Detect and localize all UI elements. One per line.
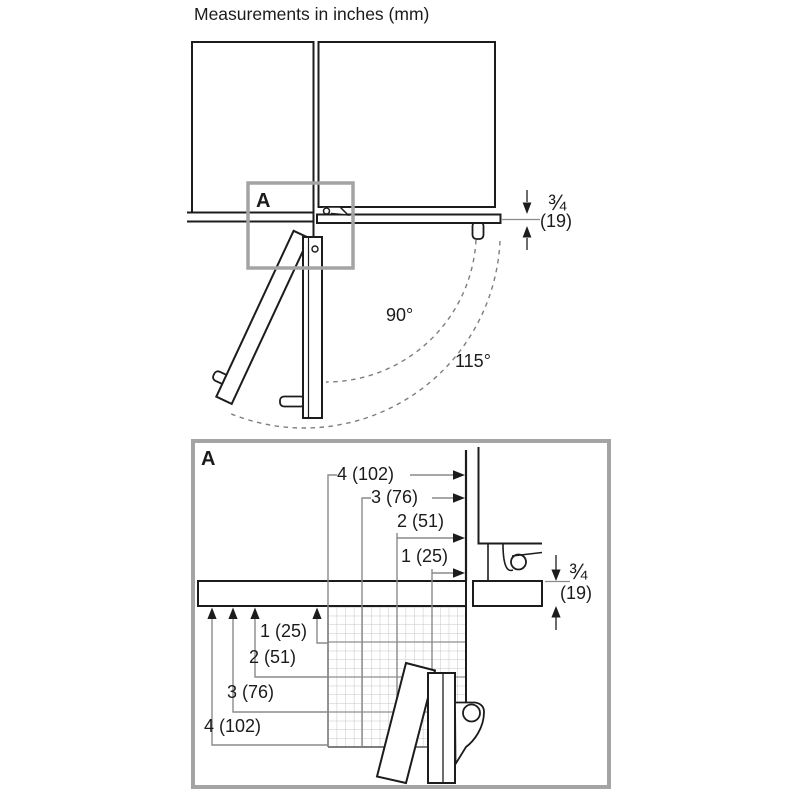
- arrow-up-icon: [523, 226, 532, 238]
- front-offset-2: 2 (51): [397, 511, 445, 531]
- detail-marker-bottom: A: [201, 448, 216, 470]
- closed-door: [317, 215, 501, 224]
- top-hinge: [322, 207, 348, 215]
- front-offset-1: 1 (25): [401, 546, 449, 566]
- front-offset-3: 3 (76): [371, 487, 419, 507]
- top-clearance-dimension: [502, 190, 540, 250]
- detail-hinge-upper: [488, 544, 542, 580]
- door-90-handle: [280, 397, 305, 407]
- door-90-slab: [303, 237, 322, 418]
- detail-thickness-inches: ¾: [569, 559, 588, 584]
- arrow-down-icon: [551, 570, 560, 582]
- arrow-up-icon: [551, 606, 560, 618]
- counter-right: [473, 581, 542, 606]
- detail-marker-top: A: [256, 190, 271, 212]
- adjacent-cabinet-outline: [192, 42, 314, 236]
- detail-door-90: [428, 673, 455, 783]
- front-offset-4: 4 (102): [337, 464, 395, 484]
- counter-left: [198, 581, 466, 606]
- arrow-right-icon: [453, 470, 465, 480]
- below-offset-1: 1 (25): [260, 621, 308, 641]
- closed-door-handle: [473, 222, 484, 239]
- arrow-right-icon: [453, 568, 465, 578]
- arrow-right-icon: [453, 533, 465, 543]
- arrow-down-icon: [523, 203, 532, 215]
- below-offset-2: 2 (51): [249, 647, 297, 667]
- arrow-up-icon: [207, 608, 216, 620]
- arrow-up-icon: [228, 608, 237, 620]
- angle-90-label: 90°: [386, 305, 414, 325]
- diagram-title: Measurements in inches (mm): [194, 4, 430, 24]
- top-clearance-inches: ¾: [548, 190, 567, 215]
- door-open-115: [212, 231, 309, 404]
- top-clearance-mm: (19): [540, 211, 573, 231]
- arrow-up-icon: [250, 608, 259, 620]
- below-offset-4: 4 (102): [204, 716, 262, 736]
- detail-hinge-pivot: [463, 705, 480, 722]
- door-115-slab: [216, 231, 309, 404]
- arrow-right-icon: [453, 493, 465, 503]
- arrow-up-icon: [312, 608, 321, 620]
- door-90-hinge-pin: [312, 246, 318, 252]
- angle-115-label: 115°: [455, 351, 491, 371]
- detail-thickness-mm: (19): [560, 583, 593, 603]
- below-offset-3: 3 (76): [227, 682, 275, 702]
